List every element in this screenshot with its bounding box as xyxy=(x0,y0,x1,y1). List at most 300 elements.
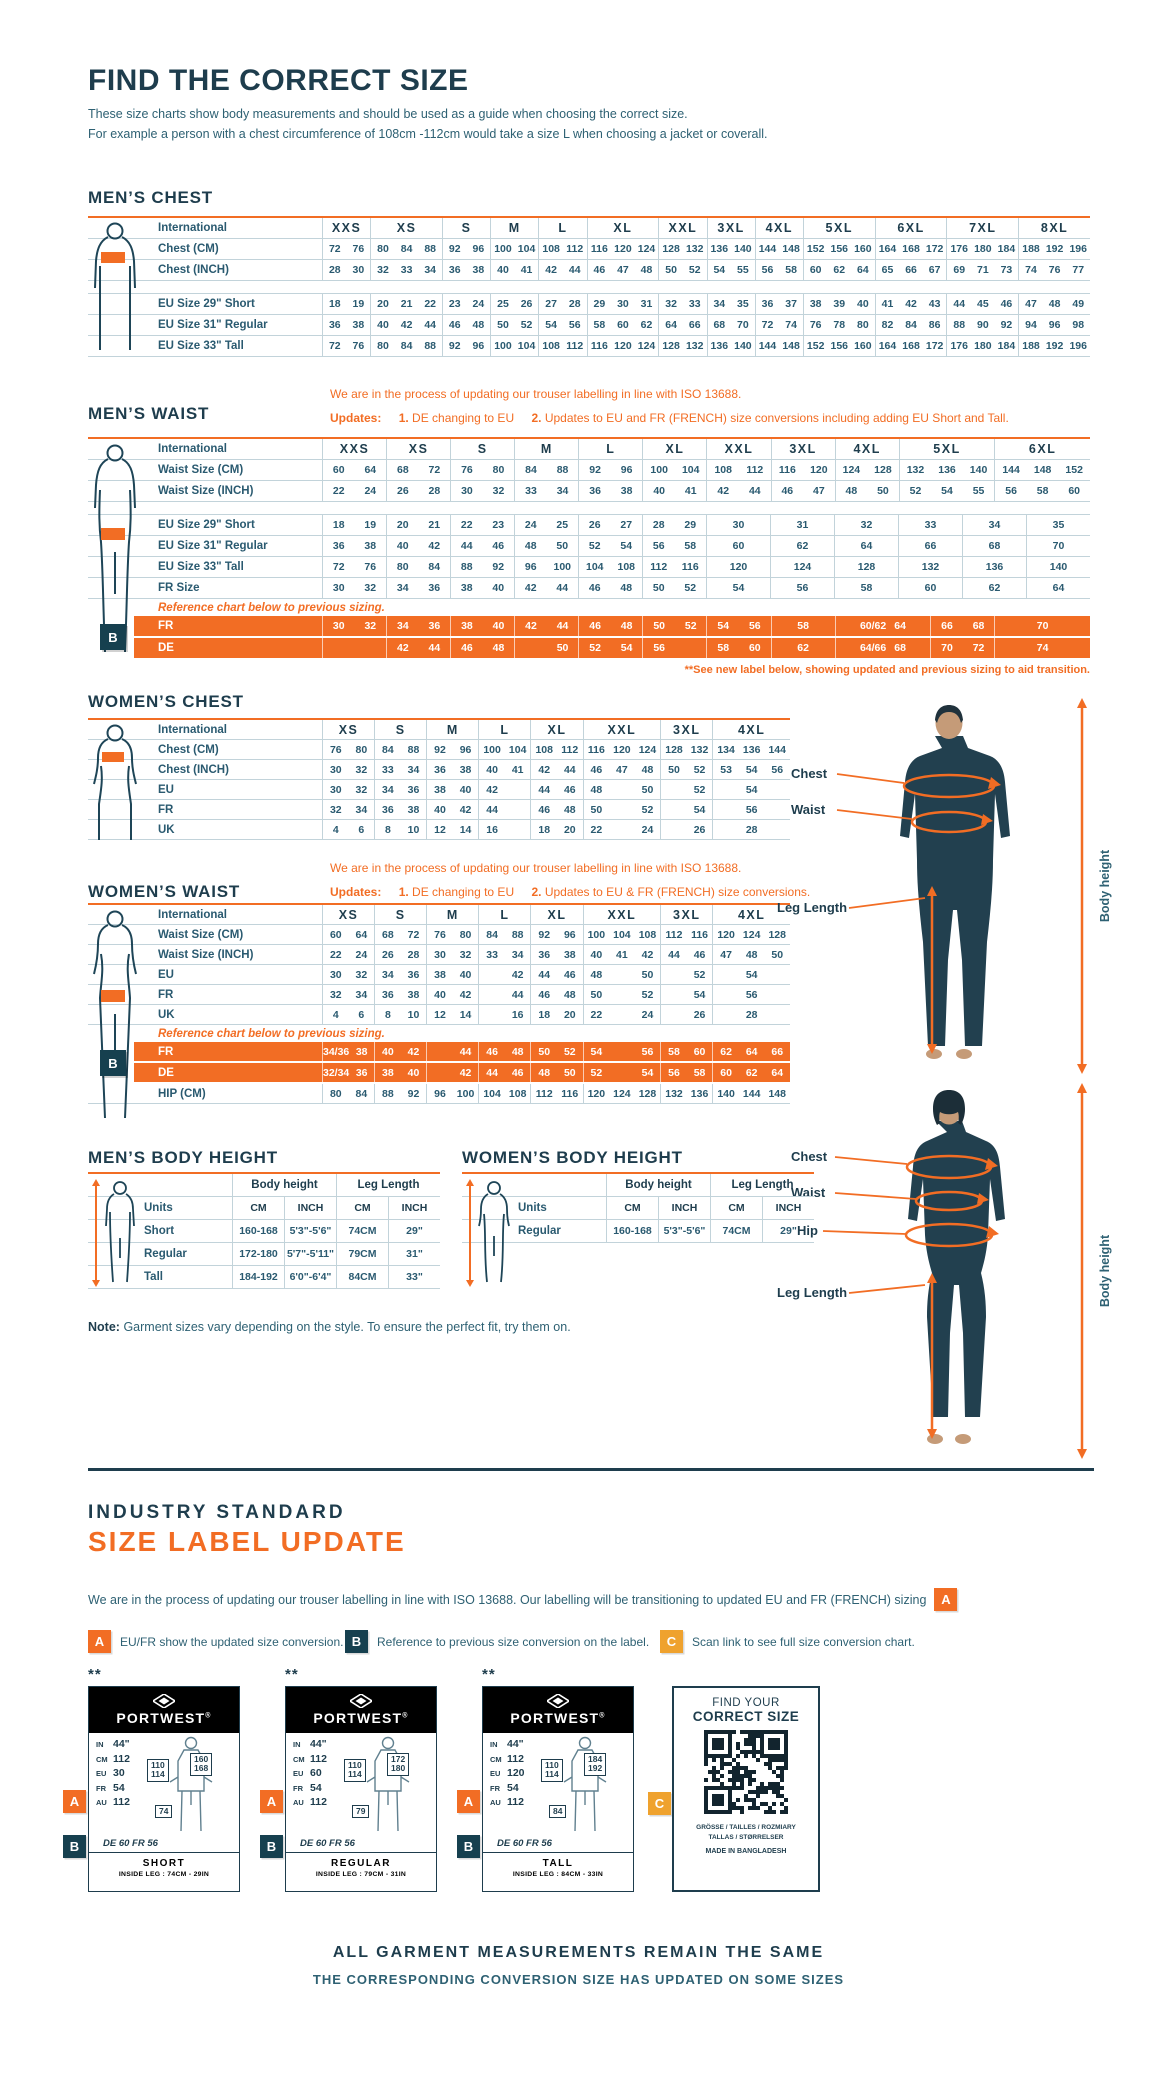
cell-value: 32 xyxy=(492,485,505,497)
fit-name: REGULAR xyxy=(331,1858,391,1869)
cell-value: 34 xyxy=(355,803,368,816)
cell-value: 88 xyxy=(511,928,524,941)
previous-size-reference: DE 60 FR 56 xyxy=(103,1838,158,1849)
cell-value: 48 xyxy=(745,948,758,961)
table-cell-group xyxy=(706,616,770,636)
cell-value: 73 xyxy=(1000,264,1013,276)
cell-value: 18 xyxy=(332,519,345,531)
table-cell-group xyxy=(898,578,962,598)
cell-value: 38 xyxy=(407,803,420,816)
cell-value: 124 xyxy=(742,928,761,941)
size-label: XS xyxy=(408,442,429,456)
height-measure-box: 184 192 xyxy=(584,1753,606,1776)
cell-value: 62 xyxy=(797,642,809,654)
cell-value: 48 xyxy=(590,968,603,981)
table-cell-group xyxy=(374,800,426,819)
cell-value: 96 xyxy=(459,743,472,756)
leg-length-label: Leg Length xyxy=(777,1285,848,1300)
cell-value: 44 xyxy=(748,485,761,497)
table-row xyxy=(88,965,790,985)
row-label: FR Size xyxy=(158,582,200,594)
table-cell-group xyxy=(450,616,514,636)
table-cell-group xyxy=(706,536,770,556)
cell-value: 50 xyxy=(590,988,603,1001)
cell-value: 44 xyxy=(556,620,569,632)
size-key: CM xyxy=(490,1754,502,1764)
table-cell-group xyxy=(587,239,659,259)
cell-value: 96 xyxy=(472,243,485,255)
table-row xyxy=(134,638,1090,660)
cell-value: 38 xyxy=(407,988,420,1001)
leg-measure-box: 74 xyxy=(155,1805,172,1818)
cell-value: 44 xyxy=(568,264,581,276)
footer-line1: ALL GARMENT MEASUREMENTS REMAIN THE SAME xyxy=(332,1944,825,1961)
table-cell-group xyxy=(803,336,875,356)
cell-value: 132 xyxy=(906,464,925,476)
cell-value: 48 xyxy=(620,620,633,632)
womens-chest-table xyxy=(88,718,790,840)
table-cell-group xyxy=(660,1005,712,1024)
cell-value: 64/66 xyxy=(859,642,887,654)
cell-value: 20 xyxy=(377,298,389,310)
cell-value: 62 xyxy=(640,319,653,331)
table-row xyxy=(88,1084,790,1104)
cell-value: 28 xyxy=(407,948,420,961)
row-label: EU Size 31" Regular xyxy=(158,540,268,552)
male-silhouette xyxy=(900,705,1010,1059)
cell-value: 34 xyxy=(355,988,368,1001)
intro-text: We are in the process of updating our trouser labelling in line with ISO 13688. Our labelling will be transitioning to updated EU and FR (FRENCH) sizing xyxy=(88,1592,927,1607)
portwest-diamond-icon xyxy=(350,1694,372,1708)
female-height-silhouette-icon xyxy=(464,1178,514,1288)
cell-value: 64 xyxy=(665,319,677,331)
table-cell-group xyxy=(322,515,386,535)
table-cell-group xyxy=(755,294,803,314)
table-cell-group xyxy=(322,1063,374,1082)
table-cell-group xyxy=(450,481,514,501)
row-label: FR xyxy=(158,620,174,632)
table-cell-group xyxy=(514,616,578,636)
table-cell-group xyxy=(514,481,578,501)
table-cell-group xyxy=(426,1084,478,1103)
cell-value: 23 xyxy=(492,519,505,531)
cell-value: 88 xyxy=(382,1087,394,1100)
row-label: Waist Size (INCH) xyxy=(158,485,254,497)
table-cell-group xyxy=(578,557,642,577)
size-column-header xyxy=(583,720,661,739)
size-row xyxy=(293,1796,327,1811)
table-cell-group xyxy=(875,239,947,259)
table-cell-group xyxy=(658,294,706,314)
table-header-row xyxy=(88,905,790,925)
table-cell-group xyxy=(578,460,642,480)
cell-value: 60 xyxy=(332,464,345,476)
cell-value: 54 xyxy=(745,783,758,796)
womens-waist-iso-note xyxy=(330,856,810,904)
cell-value: 19 xyxy=(352,298,365,310)
cell-value: 164 xyxy=(878,340,897,352)
table-cell-group xyxy=(583,1042,661,1061)
cell-value: 36 xyxy=(428,582,441,594)
cell-value: 50 xyxy=(497,319,509,331)
table-cell-group xyxy=(322,638,386,658)
cell-value: 10 xyxy=(407,1008,420,1021)
table-cell-group xyxy=(587,315,659,335)
table-cell-group xyxy=(1018,315,1090,335)
table-cell-group xyxy=(771,638,835,658)
size-row xyxy=(490,1796,525,1811)
description-line: For example a person with a chest circumference of 108cm -112cm would take a size L when choosing a jacket or coverall. xyxy=(88,127,768,141)
size-row xyxy=(293,1782,327,1797)
table-cell-group xyxy=(930,616,994,636)
table-cell-group xyxy=(426,1063,478,1082)
cell-value: 22 xyxy=(329,948,342,961)
size-key: IN xyxy=(96,1740,104,1749)
cell-value: 56 xyxy=(745,803,758,816)
cell-value: 31" xyxy=(388,1243,440,1265)
table-cell-group xyxy=(478,1063,530,1082)
size-column-header xyxy=(1018,218,1090,238)
cell-value: 48 xyxy=(640,264,653,276)
cell-value: 50 xyxy=(556,642,569,654)
badge-b: B xyxy=(63,1835,86,1858)
table-cell-group xyxy=(660,1042,712,1061)
cell-value: 160-168 xyxy=(232,1220,284,1242)
body-height-label: Body height xyxy=(1098,849,1112,923)
cell-value: 96 xyxy=(1048,319,1061,331)
cell-value: 36 xyxy=(382,988,394,1001)
cell-value: 50 xyxy=(556,540,569,552)
table-cell-group xyxy=(530,760,582,779)
table-cell-group xyxy=(374,820,426,839)
cell-value: 30 xyxy=(352,264,365,276)
cell-value: 148 xyxy=(1033,464,1052,476)
cell-value: 48 xyxy=(492,642,505,654)
size-label: XXL xyxy=(607,722,637,737)
table-cell-group xyxy=(370,336,442,356)
size-column-header xyxy=(583,905,661,924)
cell-value: 66 xyxy=(924,540,937,552)
size-key: FR xyxy=(293,1783,303,1793)
size-label: 3XL xyxy=(717,221,745,235)
page-description xyxy=(88,104,768,144)
cell-value: 40 xyxy=(459,968,472,981)
garment-label xyxy=(266,1686,437,1892)
table-cell-group xyxy=(583,820,661,839)
cell-value: 72 xyxy=(332,561,345,573)
table-cell-group xyxy=(583,760,661,779)
cell-value: 28 xyxy=(428,485,441,497)
table-row xyxy=(88,780,790,800)
table-cell-group xyxy=(898,557,962,577)
cell-value: 34 xyxy=(397,620,409,632)
table-cell-group xyxy=(426,800,478,819)
cell-value: 38 xyxy=(620,485,633,497)
cell-value: 33 xyxy=(486,948,498,961)
cell-value: 46 xyxy=(1000,298,1013,310)
cell-value: 80 xyxy=(355,743,368,756)
cell-value: 98 xyxy=(1072,319,1085,331)
fit-name: TALL xyxy=(542,1858,574,1869)
size-value: 54 xyxy=(310,1781,322,1794)
table-row xyxy=(88,460,1090,481)
label-card-regular xyxy=(266,1666,437,1892)
cell-value: 32 xyxy=(377,264,389,276)
table-cell-group xyxy=(370,315,442,335)
cell-value: 136 xyxy=(710,340,729,352)
iso-updates-line: Updates: 1. DE changing to EU 2. Updates to EU & FR (FRENCH) size conversions. xyxy=(330,885,811,899)
cell-value: 71 xyxy=(976,264,989,276)
cell-value: 41 xyxy=(684,485,697,497)
table-cell-group xyxy=(1026,536,1090,556)
table-row xyxy=(88,1220,440,1243)
table-cell-group xyxy=(490,260,538,280)
cell-value: 60 xyxy=(1068,485,1081,497)
cell-value: 44 xyxy=(538,783,551,796)
cell-value: 46 xyxy=(492,540,505,552)
cell-value: 88 xyxy=(424,243,437,255)
iso-updates-line: Updates: 1. DE changing to EU 2. Updates to EU and FR (FRENCH) size conversions including adding EU Short and Tall. xyxy=(330,411,1009,425)
table-cell-group xyxy=(1026,515,1090,535)
size-label: XS xyxy=(338,722,359,737)
cell-value: 38 xyxy=(563,948,576,961)
table-cell-group xyxy=(386,638,450,658)
cell-value: 28 xyxy=(328,264,341,276)
cell-value: 54 xyxy=(545,319,557,331)
cell-value: 54 xyxy=(693,988,706,1001)
size-column-header xyxy=(660,905,712,924)
cell-value: 28 xyxy=(745,823,758,836)
cell-value: 72 xyxy=(328,340,341,352)
cell-value: 50 xyxy=(652,582,665,594)
label-footer xyxy=(483,1852,633,1890)
cell-value: 100 xyxy=(494,340,512,352)
table-row xyxy=(88,800,790,820)
table-cell-group xyxy=(706,638,770,658)
size-label: M xyxy=(540,442,553,456)
table-cell-group xyxy=(426,1005,478,1024)
size-value: 44" xyxy=(310,1738,327,1750)
size-label: S xyxy=(477,442,488,456)
figure-sketch-icon xyxy=(348,1735,428,1835)
mens-body-height-table xyxy=(88,1172,440,1289)
table-cell-group xyxy=(478,985,530,1004)
label-connectors xyxy=(823,1157,925,1293)
cell-value: 54 xyxy=(732,582,745,594)
cell-value: 53 xyxy=(720,763,732,776)
garment-note xyxy=(88,1320,571,1334)
size-column-header xyxy=(386,439,450,459)
cell-value: 55 xyxy=(737,264,749,276)
cell-value: 26 xyxy=(397,485,409,497)
row-label: UK xyxy=(158,823,175,836)
cell-value: 48 xyxy=(511,1045,524,1058)
row-label: Waist Size (CM) xyxy=(158,928,244,941)
size-column-header xyxy=(450,439,514,459)
table-cell-group xyxy=(994,616,1090,636)
size-values xyxy=(293,1738,327,1811)
womens-chest-heading: WOMEN’S CHEST xyxy=(88,692,244,711)
inside-leg: INSIDE LEG : 74CM - 29IN xyxy=(118,1871,210,1878)
cell-value: 136 xyxy=(742,743,761,756)
cell-value: 36 xyxy=(589,485,601,497)
cell-value: 46 xyxy=(538,988,551,1001)
cell-value: 35 xyxy=(1052,519,1065,531)
cell-value: 42 xyxy=(538,763,551,776)
table-cell-group xyxy=(322,557,386,577)
cell-value: 36 xyxy=(448,264,461,276)
waist-label: Waist xyxy=(791,802,826,817)
cell-value: 80 xyxy=(377,340,389,352)
table-cell-group xyxy=(478,800,530,819)
cell-value: 56 xyxy=(641,1045,654,1058)
cell-value: 40 xyxy=(653,485,665,497)
cell-value: 8 xyxy=(384,823,391,836)
cell-value: 30 xyxy=(329,763,342,776)
cell-value: 64 xyxy=(771,1066,784,1079)
size-column-header xyxy=(490,218,538,238)
cell-value: 33 xyxy=(525,485,537,497)
cell-value: 42 xyxy=(525,620,537,632)
row-label: Regular xyxy=(144,1248,187,1260)
size-row xyxy=(293,1767,327,1782)
table-row xyxy=(88,294,1090,315)
cell-value: 32 xyxy=(860,519,873,531)
cell-value: 36 xyxy=(407,783,420,796)
cell-value: 86 xyxy=(928,319,941,331)
cell-value: 124 xyxy=(793,561,812,573)
table-cell-group xyxy=(707,294,755,314)
cell-value: 70 xyxy=(1052,540,1065,552)
cell-value: 132 xyxy=(685,340,704,352)
cell-value: 58 xyxy=(693,1066,706,1079)
cell-value: 52 xyxy=(641,803,654,816)
label-card-short xyxy=(69,1666,240,1892)
cell-value: 168 xyxy=(902,340,920,352)
cell-value: 96 xyxy=(434,1087,446,1100)
cell-value: 56 xyxy=(652,540,665,552)
figure-sketch-icon xyxy=(545,1735,625,1835)
table-cell-group xyxy=(538,239,586,259)
cell-value: 92 xyxy=(407,1087,420,1100)
row-label: FR xyxy=(158,803,174,816)
cell-value: 58 xyxy=(717,642,730,654)
size-label: S xyxy=(395,722,406,737)
size-value: 112 xyxy=(310,1752,327,1765)
chest-measure-box: 110 114 xyxy=(344,1759,366,1782)
table-cell-group xyxy=(374,945,426,964)
size-column-header xyxy=(322,720,374,739)
table-cell-group xyxy=(898,536,962,556)
table-cell-group xyxy=(490,239,538,259)
table-cell-group xyxy=(962,515,1026,535)
group-header: Leg Length xyxy=(336,1174,440,1196)
table-cell-group xyxy=(875,336,947,356)
brand-header xyxy=(483,1687,633,1733)
cell-value: 116 xyxy=(587,743,605,756)
table-row xyxy=(88,578,1090,599)
table-cell-group xyxy=(658,315,706,335)
qr-card-line1: FIND YOUR xyxy=(712,1697,780,1709)
cell-value: 116 xyxy=(691,928,709,941)
table-cell-group xyxy=(583,740,661,759)
cell-value: 40 xyxy=(396,540,409,552)
cell-value: 92 xyxy=(1000,319,1013,331)
footer-line2: THE CORRESPONDING CONVERSION SIZE HAS UPDATED ON SOME SIZES xyxy=(312,1972,845,1987)
cell-value: 34 xyxy=(382,783,394,796)
cell-value: 140 xyxy=(734,243,752,255)
table-cell-group xyxy=(706,557,770,577)
cell-value: 132 xyxy=(665,1087,683,1100)
cell-value: 6'0"-6'4" xyxy=(284,1266,336,1288)
cell-value: 48 xyxy=(590,783,603,796)
table-cell-group xyxy=(587,336,659,356)
cell-value: 54 xyxy=(590,1045,603,1058)
table-cell-group xyxy=(478,1084,530,1103)
cell-value: 40 xyxy=(459,783,472,796)
cell-value: 48 xyxy=(563,803,576,816)
unit-header: INCH xyxy=(388,1197,440,1219)
row-label: UK xyxy=(158,1008,175,1021)
cell-value: 62 xyxy=(796,540,809,552)
size-row xyxy=(96,1753,130,1768)
cell-value: 88 xyxy=(407,743,420,756)
size-values xyxy=(96,1738,130,1811)
table-cell-group xyxy=(322,1084,374,1103)
cell-value: 41 xyxy=(520,264,533,276)
table-cell-group xyxy=(583,1084,661,1103)
cell-value: 140 xyxy=(717,1087,735,1100)
cell-value: 46 xyxy=(486,1045,498,1058)
table-cell-group xyxy=(530,985,582,1004)
table-cell-group xyxy=(835,481,899,501)
cell-value: 84 xyxy=(382,743,394,756)
table-cell-group xyxy=(514,557,578,577)
cell-value: 92 xyxy=(448,340,461,352)
cell-value: 192 xyxy=(1045,340,1064,352)
table-cell-group xyxy=(514,460,578,480)
table-cell-group xyxy=(374,780,426,799)
cell-value: 68 xyxy=(972,620,985,632)
table-cell-group xyxy=(374,985,426,1004)
cell-value: 22 xyxy=(332,485,345,497)
cell-value: 47 xyxy=(813,485,825,497)
cell-value: 192 xyxy=(1045,243,1064,255)
cell-value: 44 xyxy=(668,948,680,961)
table-cell-group xyxy=(578,638,642,658)
cell-value: 50 xyxy=(653,620,665,632)
table-cell-group xyxy=(478,965,530,984)
cell-value: 56 xyxy=(653,642,665,654)
cell-value: 140 xyxy=(734,340,752,352)
row-label: Regular xyxy=(518,1225,561,1237)
cell-value: 5'7"-5'11" xyxy=(284,1243,336,1265)
cell-value: 100 xyxy=(494,243,512,255)
size-column-header xyxy=(578,439,642,459)
page-title: FIND THE CORRECT SIZE xyxy=(88,64,469,97)
legend-item-b xyxy=(345,1630,649,1653)
cell-value: 132 xyxy=(921,561,940,573)
legend-item-a xyxy=(88,1630,343,1653)
cell-value: 54 xyxy=(620,642,633,654)
description-line: These size charts show body measurements and should be used as a guide when choosing the correct size. xyxy=(88,107,688,121)
portwest-diamond-icon xyxy=(547,1694,569,1708)
leg-measure-box: 79 xyxy=(352,1805,369,1818)
cell-value: 16 xyxy=(511,1008,524,1021)
cell-value: 64 xyxy=(355,928,368,941)
cell-value: 120 xyxy=(613,743,631,756)
table-cell-group xyxy=(478,925,530,944)
